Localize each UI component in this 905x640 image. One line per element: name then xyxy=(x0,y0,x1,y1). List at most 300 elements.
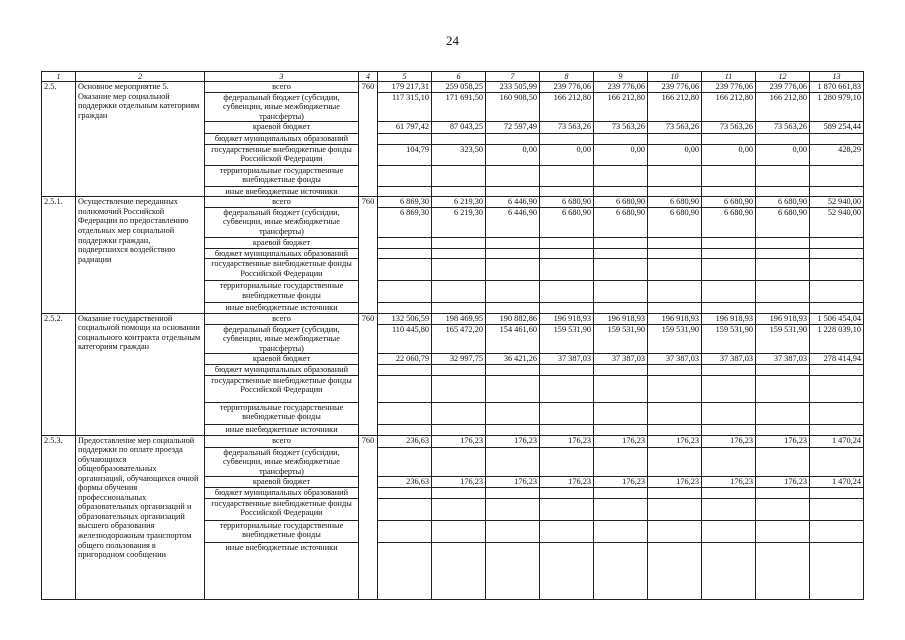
year-value xyxy=(486,542,540,599)
total-value: 278 414,94 xyxy=(810,354,864,365)
total-value xyxy=(810,488,864,499)
year-value: 176,23 xyxy=(540,435,594,447)
total-value: 52 940,00 xyxy=(810,207,864,237)
year-value: 32 997,75 xyxy=(432,354,486,365)
year-value xyxy=(432,447,486,477)
year-value xyxy=(756,259,810,281)
year-value xyxy=(702,520,756,542)
year-value xyxy=(540,488,594,499)
year-value xyxy=(432,375,486,402)
total-value xyxy=(810,303,864,314)
col-num: 13 xyxy=(810,72,864,82)
year-value: 239 776,06 xyxy=(702,82,756,93)
year-value xyxy=(378,237,432,248)
col-num: 11 xyxy=(702,72,756,82)
funding-source-federal: федеральный бюджет (субсидии, субвенции, иные межбюджетные трансферты) xyxy=(205,324,359,354)
year-value xyxy=(378,542,432,599)
year-value xyxy=(432,186,486,197)
year-value: 159 531,90 xyxy=(594,324,648,354)
year-value xyxy=(594,281,648,303)
year-value: 171 691,50 xyxy=(432,92,486,122)
funding-source-regional: краевой бюджет xyxy=(205,477,359,488)
funding-source-total: всего xyxy=(205,435,359,447)
year-value xyxy=(756,186,810,197)
year-value xyxy=(540,542,594,599)
year-value xyxy=(702,424,756,435)
year-value xyxy=(378,375,432,402)
total-value xyxy=(810,447,864,477)
year-value xyxy=(648,248,702,259)
year-value xyxy=(702,303,756,314)
year-value xyxy=(432,134,486,145)
year-value xyxy=(540,498,594,520)
year-value: 198 469,95 xyxy=(432,313,486,324)
year-value xyxy=(756,303,810,314)
year-value xyxy=(594,365,648,376)
year-value: 236,63 xyxy=(378,435,432,447)
total-value xyxy=(810,248,864,259)
year-value: 6 680,90 xyxy=(702,197,756,208)
year-value: 22 060,79 xyxy=(378,354,432,365)
year-value xyxy=(648,447,702,477)
year-value xyxy=(486,498,540,520)
year-value xyxy=(702,134,756,145)
col-num: 7 xyxy=(486,72,540,82)
year-value xyxy=(378,186,432,197)
total-value: 52 940,00 xyxy=(810,197,864,208)
year-value xyxy=(432,488,486,499)
year-value: 0,00 xyxy=(486,144,540,165)
year-value: 196 918,93 xyxy=(756,313,810,324)
year-value xyxy=(756,402,810,424)
total-value xyxy=(810,165,864,186)
section-name: Основное мероприятие 5. Оказание мер социальной поддержки отдельным категориям граждан xyxy=(76,82,205,197)
year-value: 176,23 xyxy=(486,435,540,447)
year-value: 6 219,30 xyxy=(432,197,486,208)
year-value xyxy=(540,520,594,542)
year-value xyxy=(432,303,486,314)
year-value xyxy=(648,375,702,402)
year-value: 239 776,06 xyxy=(756,82,810,93)
year-value: 0,00 xyxy=(594,144,648,165)
year-value: 190 882,86 xyxy=(486,313,540,324)
year-value: 160 908,50 xyxy=(486,92,540,122)
year-value: 159 531,90 xyxy=(702,324,756,354)
year-value xyxy=(486,281,540,303)
year-value: 6 680,90 xyxy=(648,197,702,208)
year-value: 176,23 xyxy=(594,477,648,488)
funding-source-federal: федеральный бюджет (субсидии, субвенции, иные межбюджетные трансферты) xyxy=(205,92,359,122)
year-value xyxy=(378,259,432,281)
year-value xyxy=(702,542,756,599)
year-value: 37 387,03 xyxy=(648,354,702,365)
funding-source-regional: краевой бюджет xyxy=(205,122,359,134)
col-num: 9 xyxy=(594,72,648,82)
column-number-row xyxy=(42,72,864,82)
year-value: 73 563,26 xyxy=(540,122,594,134)
funding-source-regional: краевой бюджет xyxy=(205,237,359,248)
year-value xyxy=(378,281,432,303)
col-num: 3 xyxy=(205,72,359,82)
total-value: 1 228 039,10 xyxy=(810,324,864,354)
year-value xyxy=(594,375,648,402)
year-value xyxy=(378,402,432,424)
total-value xyxy=(810,542,864,599)
year-value xyxy=(486,402,540,424)
year-value xyxy=(594,134,648,145)
year-value: 37 387,03 xyxy=(594,354,648,365)
funding-source-municipal: бюджет муниципальных образований xyxy=(205,134,359,145)
year-value xyxy=(648,303,702,314)
col-num: 12 xyxy=(756,72,810,82)
year-value xyxy=(756,542,810,599)
year-value xyxy=(432,165,486,186)
funding-source-total: всего xyxy=(205,197,359,208)
funding-source-total: всего xyxy=(205,313,359,324)
year-value xyxy=(594,447,648,477)
year-value: 72 597,49 xyxy=(486,122,540,134)
year-value: 6 680,90 xyxy=(594,207,648,237)
year-value: 36 421,26 xyxy=(486,354,540,365)
year-value: 6 680,90 xyxy=(756,207,810,237)
year-value xyxy=(702,281,756,303)
year-value: 176,23 xyxy=(540,477,594,488)
year-value: 166 212,80 xyxy=(756,92,810,122)
total-value xyxy=(810,498,864,520)
total-value xyxy=(810,134,864,145)
year-value xyxy=(378,365,432,376)
year-value: 176,23 xyxy=(702,435,756,447)
year-value: 37 387,03 xyxy=(756,354,810,365)
year-value xyxy=(648,259,702,281)
year-value: 323,50 xyxy=(432,144,486,165)
funding-source-territorial-funds: территориальные государственные внебюджетные фонды xyxy=(205,281,359,303)
year-value: 196 918,93 xyxy=(648,313,702,324)
year-value xyxy=(486,303,540,314)
year-value: 239 776,06 xyxy=(594,82,648,93)
year-value xyxy=(648,542,702,599)
year-value xyxy=(378,488,432,499)
total-value: 1 470,24 xyxy=(810,435,864,447)
year-value: 6 680,90 xyxy=(702,207,756,237)
total-value xyxy=(810,402,864,424)
year-value xyxy=(648,237,702,248)
year-value: 61 797,42 xyxy=(378,122,432,134)
year-value xyxy=(648,498,702,520)
funding-source-state-funds: государственные внебюджетные фонды Российской Федерации xyxy=(205,144,359,165)
year-value: 73 563,26 xyxy=(648,122,702,134)
year-value xyxy=(486,165,540,186)
section-index: 2.5.3. xyxy=(42,435,76,599)
funding-source-territorial-funds: территориальные государственные внебюджетные фонды xyxy=(205,165,359,186)
year-value: 176,23 xyxy=(756,435,810,447)
year-value xyxy=(540,365,594,376)
year-value xyxy=(432,248,486,259)
year-value xyxy=(540,134,594,145)
year-value xyxy=(378,424,432,435)
year-value: 239 776,06 xyxy=(540,82,594,93)
year-value xyxy=(594,520,648,542)
col-num: 10 xyxy=(648,72,702,82)
total-value: 589 254,44 xyxy=(810,122,864,134)
year-value xyxy=(756,447,810,477)
year-value: 159 531,90 xyxy=(540,324,594,354)
year-value xyxy=(756,365,810,376)
year-value: 159 531,90 xyxy=(648,324,702,354)
year-value: 166 212,80 xyxy=(594,92,648,122)
year-value: 110 445,80 xyxy=(378,324,432,354)
year-value xyxy=(594,402,648,424)
year-value xyxy=(432,520,486,542)
year-value xyxy=(486,488,540,499)
funding-source-federal: федеральный бюджет (субсидии, субвенции, иные межбюджетные трансферты) xyxy=(205,207,359,237)
table-row xyxy=(42,435,864,447)
year-value xyxy=(648,365,702,376)
total-value xyxy=(810,375,864,402)
year-value xyxy=(378,248,432,259)
year-value: 6 446,90 xyxy=(486,197,540,208)
year-value xyxy=(648,281,702,303)
total-value xyxy=(810,424,864,435)
funding-source-state-funds: государственные внебюджетные фонды Российской Федерации xyxy=(205,498,359,520)
year-value: 87 043,25 xyxy=(432,122,486,134)
year-value xyxy=(594,542,648,599)
year-value xyxy=(432,365,486,376)
section-name: Оказание государственной социальной помощи на основании социального контракта отдельным категориям граждан xyxy=(76,313,205,435)
year-value xyxy=(594,259,648,281)
year-value: 176,23 xyxy=(756,477,810,488)
year-value xyxy=(702,402,756,424)
year-value xyxy=(378,303,432,314)
col-num: 6 xyxy=(432,72,486,82)
total-value xyxy=(810,365,864,376)
year-value xyxy=(540,237,594,248)
year-value: 6 219,30 xyxy=(432,207,486,237)
year-value xyxy=(378,447,432,477)
section-index: 2.5. xyxy=(42,82,76,197)
funding-source-regional: краевой бюджет xyxy=(205,354,359,365)
year-value xyxy=(540,248,594,259)
total-value xyxy=(810,186,864,197)
year-value xyxy=(756,498,810,520)
year-value xyxy=(648,134,702,145)
year-value: 176,23 xyxy=(432,477,486,488)
year-value: 166 212,80 xyxy=(702,92,756,122)
agency-code: 760 xyxy=(359,82,378,197)
total-value xyxy=(810,520,864,542)
year-value xyxy=(648,488,702,499)
year-value xyxy=(702,447,756,477)
year-value xyxy=(648,424,702,435)
year-value xyxy=(378,520,432,542)
funding-source-other: иные внебюджетные источники xyxy=(205,542,359,599)
year-value xyxy=(486,365,540,376)
total-value: 1 870 661,83 xyxy=(810,82,864,93)
year-value xyxy=(594,303,648,314)
funding-source-federal: федеральный бюджет (субсидии, субвенции, иные межбюджетные трансферты) xyxy=(205,447,359,477)
total-value: 1 506 454,04 xyxy=(810,313,864,324)
year-value xyxy=(594,186,648,197)
year-value xyxy=(432,237,486,248)
year-value: 196 918,93 xyxy=(702,313,756,324)
agency-code: 760 xyxy=(359,313,378,435)
year-value xyxy=(702,375,756,402)
year-value xyxy=(648,165,702,186)
year-value xyxy=(594,237,648,248)
funding-source-territorial-funds: территориальные государственные внебюджетные фонды xyxy=(205,520,359,542)
year-value: 176,23 xyxy=(648,435,702,447)
year-value: 73 563,26 xyxy=(702,122,756,134)
year-value xyxy=(702,248,756,259)
year-value: 6 680,90 xyxy=(756,197,810,208)
year-value xyxy=(756,424,810,435)
year-value: 196 918,93 xyxy=(594,313,648,324)
page-number: 24 xyxy=(446,33,459,48)
total-value xyxy=(810,237,864,248)
year-value xyxy=(756,165,810,186)
table-row xyxy=(42,197,864,208)
agency-code: 760 xyxy=(359,435,378,599)
year-value xyxy=(486,259,540,281)
year-value xyxy=(648,186,702,197)
table-row xyxy=(42,82,864,93)
year-value: 37 387,03 xyxy=(540,354,594,365)
year-value xyxy=(432,281,486,303)
year-value: 154 461,60 xyxy=(486,324,540,354)
year-value xyxy=(378,498,432,520)
funding-source-state-funds: государственные внебюджетные фонды Российской Федерации xyxy=(205,375,359,402)
year-value xyxy=(648,520,702,542)
table-row xyxy=(42,313,864,324)
year-value xyxy=(486,237,540,248)
year-value: 196 918,93 xyxy=(540,313,594,324)
total-value: 1 280 979,10 xyxy=(810,92,864,122)
funding-source-other: иные внебюджетные источники xyxy=(205,303,359,314)
year-value: 73 563,26 xyxy=(594,122,648,134)
year-value xyxy=(756,488,810,499)
year-value xyxy=(540,402,594,424)
year-value xyxy=(702,237,756,248)
year-value: 236,63 xyxy=(378,477,432,488)
year-value: 6 680,90 xyxy=(648,207,702,237)
year-value xyxy=(594,165,648,186)
year-value: 176,23 xyxy=(486,477,540,488)
year-value xyxy=(486,424,540,435)
year-value: 132 506,59 xyxy=(378,313,432,324)
col-num: 2 xyxy=(76,72,205,82)
funding-source-other: иные внебюджетные источники xyxy=(205,424,359,435)
year-value xyxy=(486,447,540,477)
funding-source-total: всего xyxy=(205,82,359,93)
year-value: 259 058,25 xyxy=(432,82,486,93)
year-value xyxy=(756,281,810,303)
year-value: 6 680,90 xyxy=(594,197,648,208)
year-value: 179 217,31 xyxy=(378,82,432,93)
year-value: 176,23 xyxy=(432,435,486,447)
year-value: 159 531,90 xyxy=(756,324,810,354)
year-value xyxy=(594,498,648,520)
year-value: 0,00 xyxy=(540,144,594,165)
year-value xyxy=(594,248,648,259)
col-num: 4 xyxy=(359,72,378,82)
year-value: 6 680,90 xyxy=(540,207,594,237)
year-value xyxy=(540,281,594,303)
year-value xyxy=(540,424,594,435)
year-value xyxy=(756,248,810,259)
section-name: Предоставление мер социальной поддержки по оплате проезда обучающихся общеобразовательных организаций, обучающихся очной формы обучения профессиональных образовательных организаций и образовательных организаций высшего образования железнодорожным транспортом общего пользования в пригородном сообщении xyxy=(76,435,205,599)
year-value xyxy=(594,488,648,499)
year-value xyxy=(540,259,594,281)
year-value: 0,00 xyxy=(648,144,702,165)
total-value xyxy=(810,259,864,281)
year-value xyxy=(702,186,756,197)
year-value: 0,00 xyxy=(756,144,810,165)
year-value: 166 212,80 xyxy=(540,92,594,122)
year-value xyxy=(540,447,594,477)
year-value: 166 212,80 xyxy=(648,92,702,122)
total-value xyxy=(810,281,864,303)
year-value xyxy=(702,498,756,520)
year-value xyxy=(702,259,756,281)
year-value: 6 869,30 xyxy=(378,197,432,208)
year-value xyxy=(432,542,486,599)
year-value xyxy=(756,237,810,248)
year-value xyxy=(486,520,540,542)
section-name: Осуществление переданных полномочий Российской Федерации по предоставлению отдельных мер социальной поддержки граждан, подвергшихся воздействию радиации xyxy=(76,197,205,313)
year-value xyxy=(432,259,486,281)
funding-source-other: иные внебюджетные источники xyxy=(205,186,359,197)
year-value xyxy=(378,134,432,145)
year-value xyxy=(702,365,756,376)
year-value: 176,23 xyxy=(702,477,756,488)
year-value xyxy=(486,186,540,197)
year-value: 37 387,03 xyxy=(702,354,756,365)
year-value xyxy=(648,402,702,424)
year-value: 0,00 xyxy=(702,144,756,165)
funding-source-municipal: бюджет муниципальных образований xyxy=(205,365,359,376)
col-num: 8 xyxy=(540,72,594,82)
year-value xyxy=(432,424,486,435)
year-value xyxy=(756,134,810,145)
year-value: 73 563,26 xyxy=(756,122,810,134)
funding-source-territorial-funds: территориальные государственные внебюджетные фонды xyxy=(205,402,359,424)
year-value xyxy=(540,303,594,314)
total-value: 1 470,24 xyxy=(810,477,864,488)
funding-source-municipal: бюджет муниципальных образований xyxy=(205,248,359,259)
year-value: 6 446,90 xyxy=(486,207,540,237)
year-value xyxy=(432,402,486,424)
year-value: 176,23 xyxy=(648,477,702,488)
year-value xyxy=(432,498,486,520)
section-index: 2.5.1. xyxy=(42,197,76,313)
year-value xyxy=(486,375,540,402)
year-value xyxy=(702,488,756,499)
col-num: 1 xyxy=(42,72,76,82)
year-value xyxy=(540,165,594,186)
year-value xyxy=(486,248,540,259)
year-value xyxy=(702,165,756,186)
agency-code: 760 xyxy=(359,197,378,313)
col-num: 5 xyxy=(378,72,432,82)
year-value: 239 776,06 xyxy=(648,82,702,93)
year-value: 176,23 xyxy=(594,435,648,447)
year-value xyxy=(540,375,594,402)
year-value: 6 869,30 xyxy=(378,207,432,237)
year-value xyxy=(594,424,648,435)
year-value: 233 505,99 xyxy=(486,82,540,93)
year-value xyxy=(756,520,810,542)
year-value: 165 472,20 xyxy=(432,324,486,354)
